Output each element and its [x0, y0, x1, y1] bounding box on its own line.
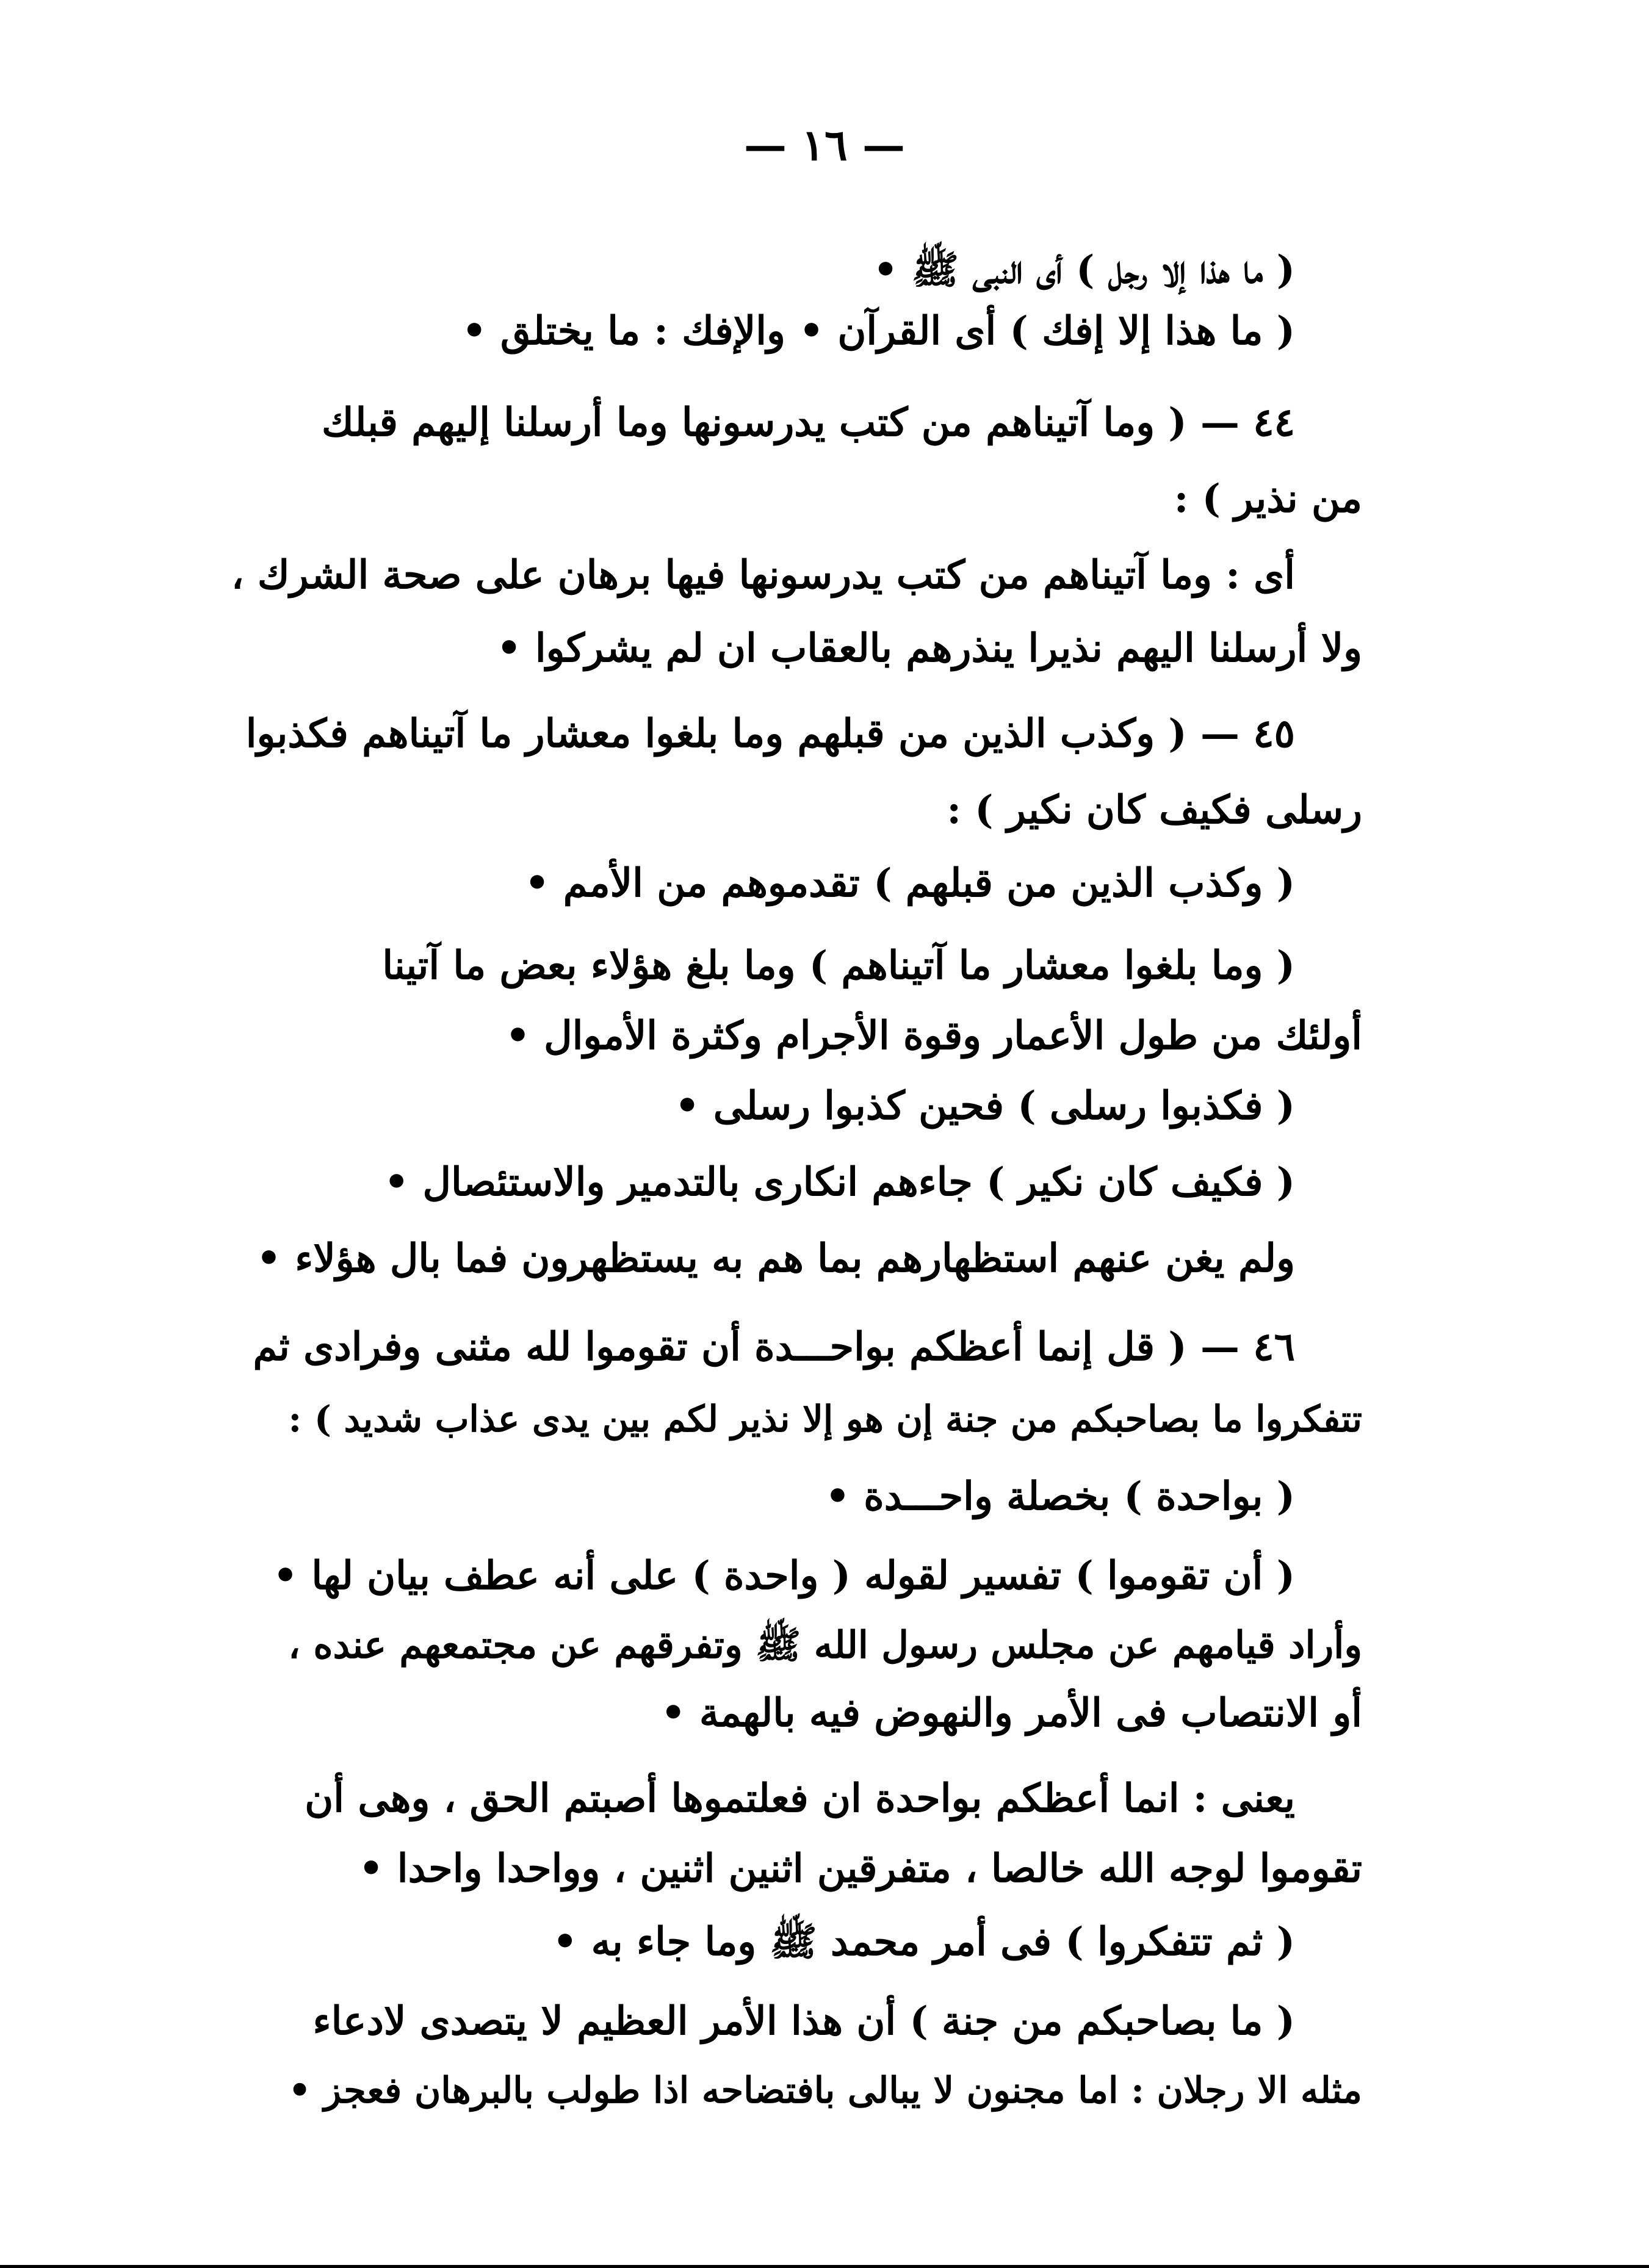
text-line-13: ( فكيف كان نكير ) جاءهم انكارى بالتدمير والاستئصال •: [384, 1159, 1295, 1205]
text-line-14: ولم يغن عنهم استظهارهم بما هم به يستظهرون فما بال هؤلاء •: [256, 1236, 1295, 1281]
text-line-2: ( ما هذا إلا إفك ) أى القرآن • والإفك : ما يختلق •: [461, 308, 1295, 354]
text-line-3-verse-44: ٤٤ — ( وما آتيناهم من كتب يدرسونها وما أرسلنا إليهم قبلك: [321, 400, 1295, 445]
text-line-21: يعنى : انما أعظكم بواحدة ان فعلتموها أصبتم الحق ، وهى أن: [305, 1776, 1295, 1821]
text-line-12: ( فكذبوا رسلى ) فحين كذبوا رسلى •: [674, 1083, 1295, 1129]
text-line-23: ( ثم تتفكروا ) فى أمر محمد ﷺ وما جاء به •: [552, 1919, 1295, 1965]
text-line-25: مثله الا رجلان : اما مجنون لا يبالى بافتضاحه اذا طولب بالبرهان فعجز •: [288, 2068, 1362, 2111]
text-line-4: من نذير ) :: [1174, 476, 1362, 522]
text-line-20: أو الانتصاب فى الأمر والنهوض فيه بالهمة •: [660, 1690, 1362, 1736]
page-number: — ١٦ —: [744, 120, 905, 170]
text-line-22: تقوموا لوجه الله خالصا ، متفرقين اثنين اثنين ، وواحدا واحدا •: [358, 1846, 1362, 1892]
text-line-11: أولئك من طول الأعمار وقوة الأجرام وكثرة الأموال •: [505, 1013, 1362, 1059]
text-line-18: ( أن تقوموا ) تفسير لقوله ( واحدة ) على أنه عطف بيان لها •: [273, 1553, 1295, 1599]
text-line-9: ( وكذب الذين من قبلهم ) تقدموهم من الأمم •: [524, 860, 1295, 906]
text-line-5: أى : وما آتيناهم من كتب يدرسونها فيها برهان على صحة الشرك ،: [231, 552, 1295, 598]
text-line-15-verse-46: ٤٦ — ( قل إنما أعظكم بواحـــدة أن تقوموا لله مثنى وفرادى ثم: [253, 1324, 1295, 1370]
text-line-17: ( بواحدة ) بخصلة واحـــدة •: [825, 1474, 1295, 1519]
text-line-6: ولا أرسلنا اليهم نذيرا ينذرهم بالعقاب ان لم يشركوا •: [496, 625, 1362, 671]
text-line-7-verse-45: ٤٥ — ( وكذب الذين من قبلهم وما بلغوا معشار ما آتيناهم فكذبوا: [245, 711, 1295, 757]
page-bottom-edge: [0, 2265, 1649, 2268]
text-line-16: تتفكروا ما بصاحبكم من جنة إن هو إلا نذير لكم بين يدى عذاب شديد ) :: [288, 1397, 1362, 1440]
text-line-24: ( ما بصاحبكم من جنة ) أن هذا الأمر العظيم لا يتصدى لادعاء: [312, 1998, 1295, 2044]
text-line-19: وأراد قيامهم عن مجلس رسول الله ﷺ وتفرقهم عن مجتمعهم عنده ،: [288, 1623, 1362, 1667]
text-line-10: ( وما بلغوا معشار ما آتيناهم ) وما بلغ هؤلاء بعض ما آتينا: [382, 943, 1295, 988]
text-line-8: رسلى فكيف كان نكير ) :: [947, 787, 1362, 833]
text-line-1: ( ما هذا إلا رجل ) أى النبى ﷺ •: [873, 247, 1295, 293]
